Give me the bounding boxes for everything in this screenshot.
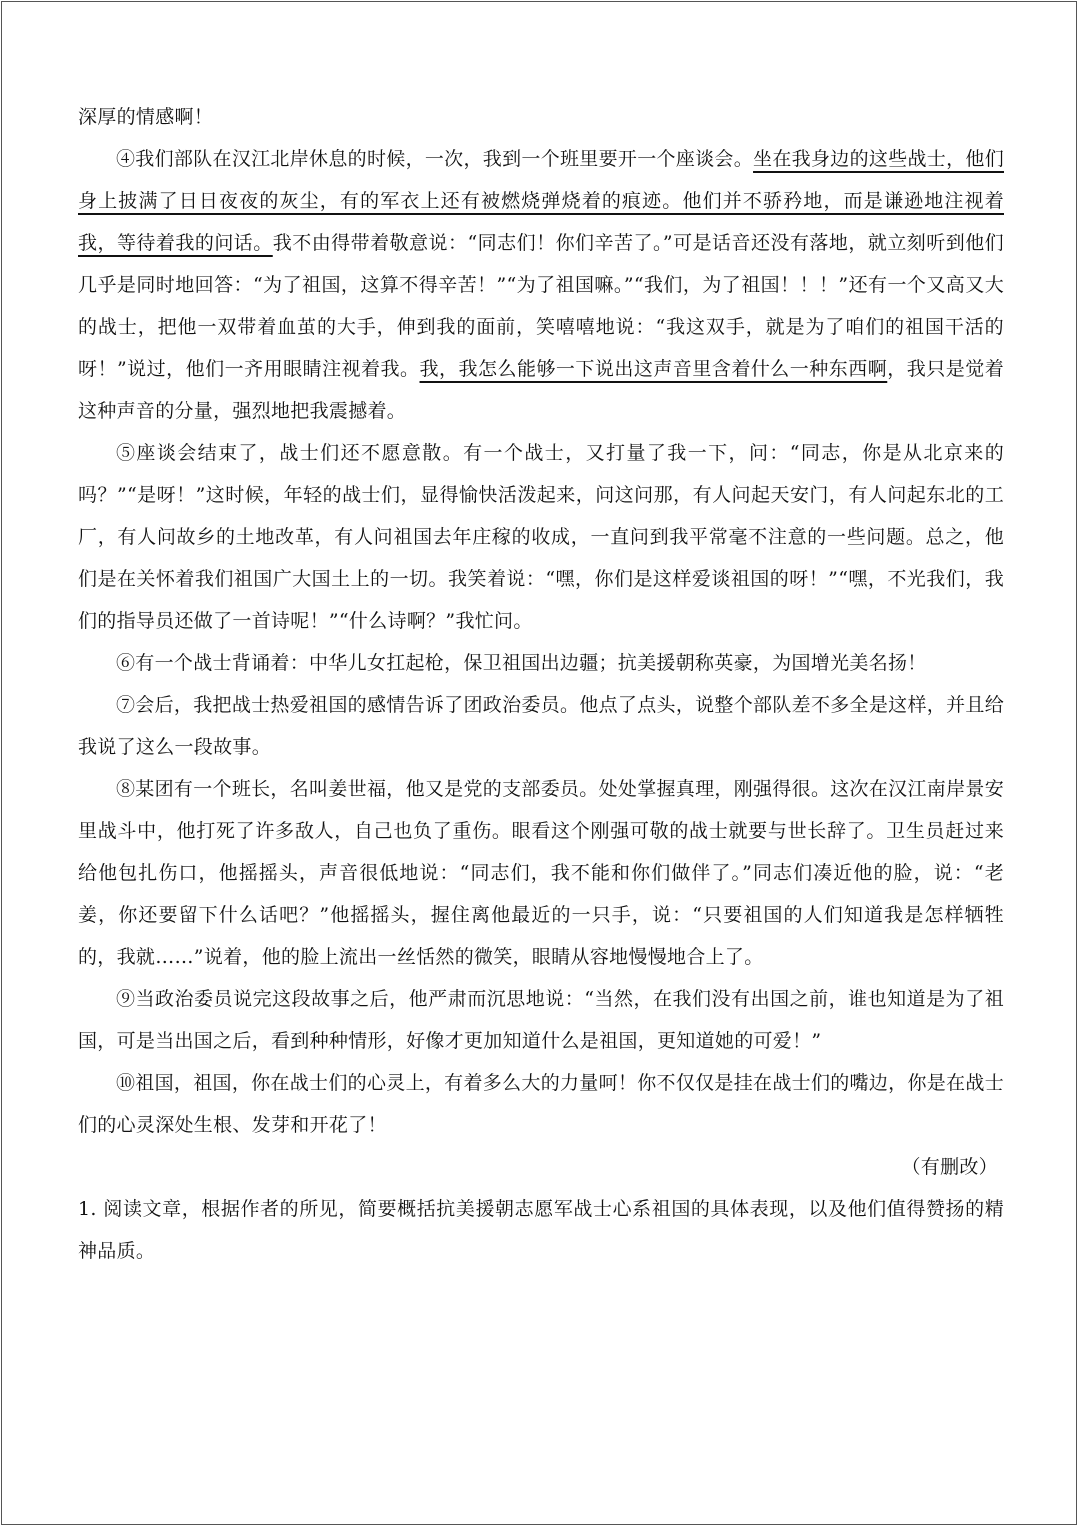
paragraph-4-part-c: 我不由得带着敬意说：“同志们！你们辛苦了。”可是话音还没有落地，就立刻听到他们几乎是同时地回答：“为了祖国，这算不得辛苦！”“为了祖国嘛。”“我们，为了祖国！！！”还有一个又高又大的战士，把他一双带着血茧的大手，伸到我的面前，笑嘻嘻地说：“我这双手，就是为了咱们的祖国干活的呀！”说过，他们一齐用眼睛注视着我。 <box>78 232 1004 380</box>
question-1: 1. 阅读文章，根据作者的所见，简要概括抗美援朝志愿军战士心系祖国的具体表现，以及他们值得赞扬的精神品质。 <box>78 1198 1004 1262</box>
source-note: （有删改） <box>901 1156 998 1178</box>
paragraph-4-part-a: ④我们部队在汉江北岸休息的时候，一次，我到一个班里要开一个座谈会。 <box>116 148 754 170</box>
paragraph-9: ⑨当政治委员说完这段故事之后，他严肃而沉思地说：“当然，在我们没有出国之前，谁也知道是为了祖国，可是当出国之后，看到种种情形，好像才更加知道什么是祖国，更知道她的可爱！” <box>78 988 1004 1052</box>
paragraph-7: ⑦会后，我把战士热爱祖国的感情告诉了团政治委员。他点了点头，说整个部队差不多全是这样，并且给我说了这么一段故事。 <box>78 694 1004 758</box>
document-body <box>78 96 1004 1272</box>
paragraph-5: ⑤座谈会结束了，战士们还不愿意散。有一个战士，又打量了我一下，问：“同志，你是从北京来的吗？”“是呀！”这时候，年轻的战士们，显得愉快活泼起来，问这问那，有人问起天安门，有人问起东北的工厂，有人问故乡的土地改革，有人问祖国去年庄稼的收成，一直问到我平常毫不注意的一些问题。总之，他们是在关怀着我们祖国广大国土上的一切。我笑着说：“嘿，你们是这样爱谈祖国的呀！”“嘿，不光我们，我们的指导员还做了一首诗呢！”“什么诗啊？”我忙问。 <box>78 442 1004 632</box>
paragraph-8: ⑧某团有一个班长，名叫姜世福，他又是党的支部委员。处处掌握真理，刚强得很。这次在汉江南岸景安里战斗中，他打死了许多敌人，自己也负了重伤。眼看这个刚强可敬的战士就要与世长辞了。卫生员赶过来给他包扎伤口，他摇摇头，声音很低地说：“同志们，我不能和你们做伴了。”同志们凑近他的脸，说：“老姜，你还要留下什么话吧？”他摇摇头，握住离他最近的一只手，说：“只要祖国的人们知道我是怎样牺牲的，我就……”说着，他的脸上流出一丝恬然的微笑，眼睛从容地慢慢地合上了。 <box>78 778 1004 968</box>
underlined-sentence-2: 我，我怎么能够一下说出这声音里含着什么一种东西啊 <box>419 358 888 380</box>
paragraph-6: ⑥有一个战士背诵着：中华儿女扛起枪，保卫祖国出边疆；抗美援朝称英豪，为国增光美名扬！ <box>116 652 927 674</box>
paragraph-4-part-e: ，我只是觉着这种声音的分量，强烈地把我震撼着。 <box>78 358 1004 422</box>
paragraph-10: ⑩祖国，祖国，你在战士们的心灵上，有着多么大的力量呵！你不仅仅是挂在战士们的嘴边，你是在战士们的心灵深处生根、发芽和开花了！ <box>78 1072 1004 1136</box>
paragraph-4 <box>78 138 1004 432</box>
underlined-sentence-1: 坐在我身边的这些战士，他们身上披满了日日夜夜的灰尘，有的军衣上还有被燃烧弹烧着的痕迹。他们并不骄矜地，而是谦逊地注视着我，等待着我的问话。 <box>78 148 1004 254</box>
paragraph-3-tail: 深厚的情感啊！ <box>78 106 214 128</box>
